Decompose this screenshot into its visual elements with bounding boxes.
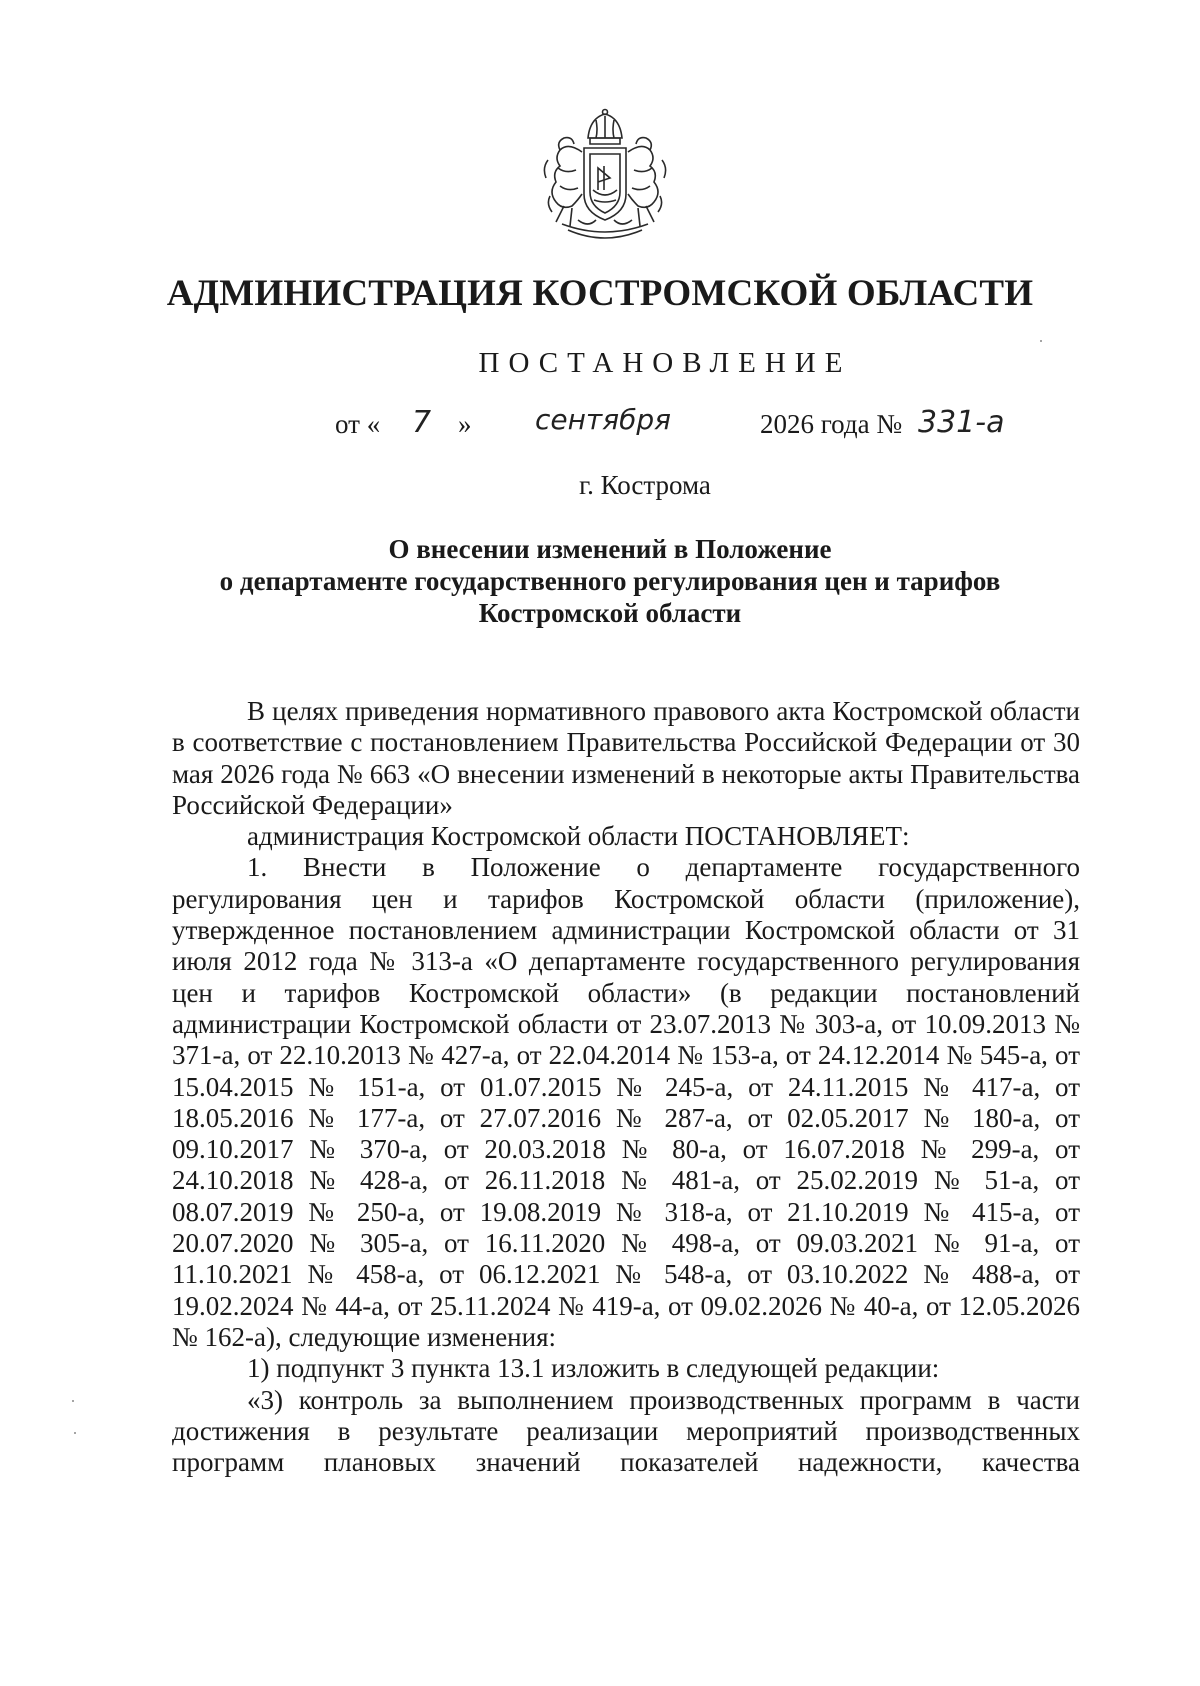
city: г. Кострома	[579, 470, 711, 500]
document-subject	[150, 533, 1070, 629]
kostroma-coat-of-arms-icon	[538, 108, 673, 248]
body-paragraph: 1. Внести в Положение о департаменте государственного регулирования цен и тарифов Костромской области (приложение), утвержденное постановлением администрации Костромской области от 31 июля 2012 года № 313-а «О департаменте государственного регулирования цен и тарифов Костромской области» (в редакции постановлений администрации Костромской области от 23.07.2013 № 303-а, от 10.09.2013 № 371-а, от 22.10.2013 № 427-а, от 22.04.2014 № 153-а, от 24.12.2014 № 545-а, от 15.04.2015 № 151-а, от 01.07.2015 № 245-а, от 24.11.2015 № 417-а, от 18.05.2016 № 177-а, от 27.07.2016 № 287-а, от 02.05.2017 № 180-а, от 09.10.2017 № 370-а, от 20.03.2018 № 80-а, от 16.07.2018 № 299-а, от 24.10.2018 № 428-а, от 26.11.2018 № 481-а, от 25.02.2019 № 51-а, от 08.07.2019 № 250-а, от 19.08.2019 № 318-а, от 21.10.2019 № 415-а, от 20.07.2020 № 305-а, от 16.11.2020 № 498-а, от 09.03.2021 № 91-а, от 11.10.2021 № 458-а, от 06.12.2021 № 548-а, от 03.10.2022 № 488-а, от 19.02.2024 № 44-а, от 25.11.2024 № 419-а, от 09.02.2026 № 40-а, от 12.05.2026 № 162-а), следующие изменения:	[172, 852, 1080, 1352]
body-paragraph: В целях приведения нормативного правового акта Костромской области в соответствие с постановлением Правительства Российской Федерации от 30 мая 2026 года № 663 «О внесении изменений в некоторые акты Правительства Российской Федерации»	[172, 696, 1080, 820]
subject-line: о департаменте государственного регулирования цен и тарифов	[219, 566, 1001, 596]
date-prefix: от «	[335, 409, 381, 439]
date-month: сентября	[535, 403, 671, 436]
body-paragraph: «3) контроль за выполнением производственных программ в части достижения в результате реализации мероприятий производственных программ плановых значений показателей надежности, качества	[172, 1384, 1080, 1478]
date-day-close: »	[458, 409, 472, 439]
subject-line: Костромской области	[478, 598, 742, 628]
date-day: 7	[412, 405, 432, 440]
scan-speck	[1040, 340, 1042, 342]
subject-line: О внесении изменений в Положение	[388, 534, 832, 564]
body-paragraph: администрация Костромской области ПОСТАНОВЛЯЕТ:	[247, 821, 910, 852]
date-year-text: 2026 года №	[760, 409, 903, 439]
document-body	[172, 696, 1080, 1478]
document-type: ПОСТАНОВЛЕНИЕ	[478, 347, 852, 379]
org-title: АДМИНИСТРАЦИЯ КОСТРОМСКОЙ ОБЛАСТИ	[166, 273, 1034, 314]
scan-speck	[72, 1400, 74, 1402]
scan-speck	[74, 1432, 76, 1434]
body-paragraph: 1) подпункт 3 пункта 13.1 изложить в следующей редакции:	[247, 1353, 940, 1384]
document-number: 331-а	[918, 405, 1005, 440]
date-line	[0, 405, 1200, 455]
